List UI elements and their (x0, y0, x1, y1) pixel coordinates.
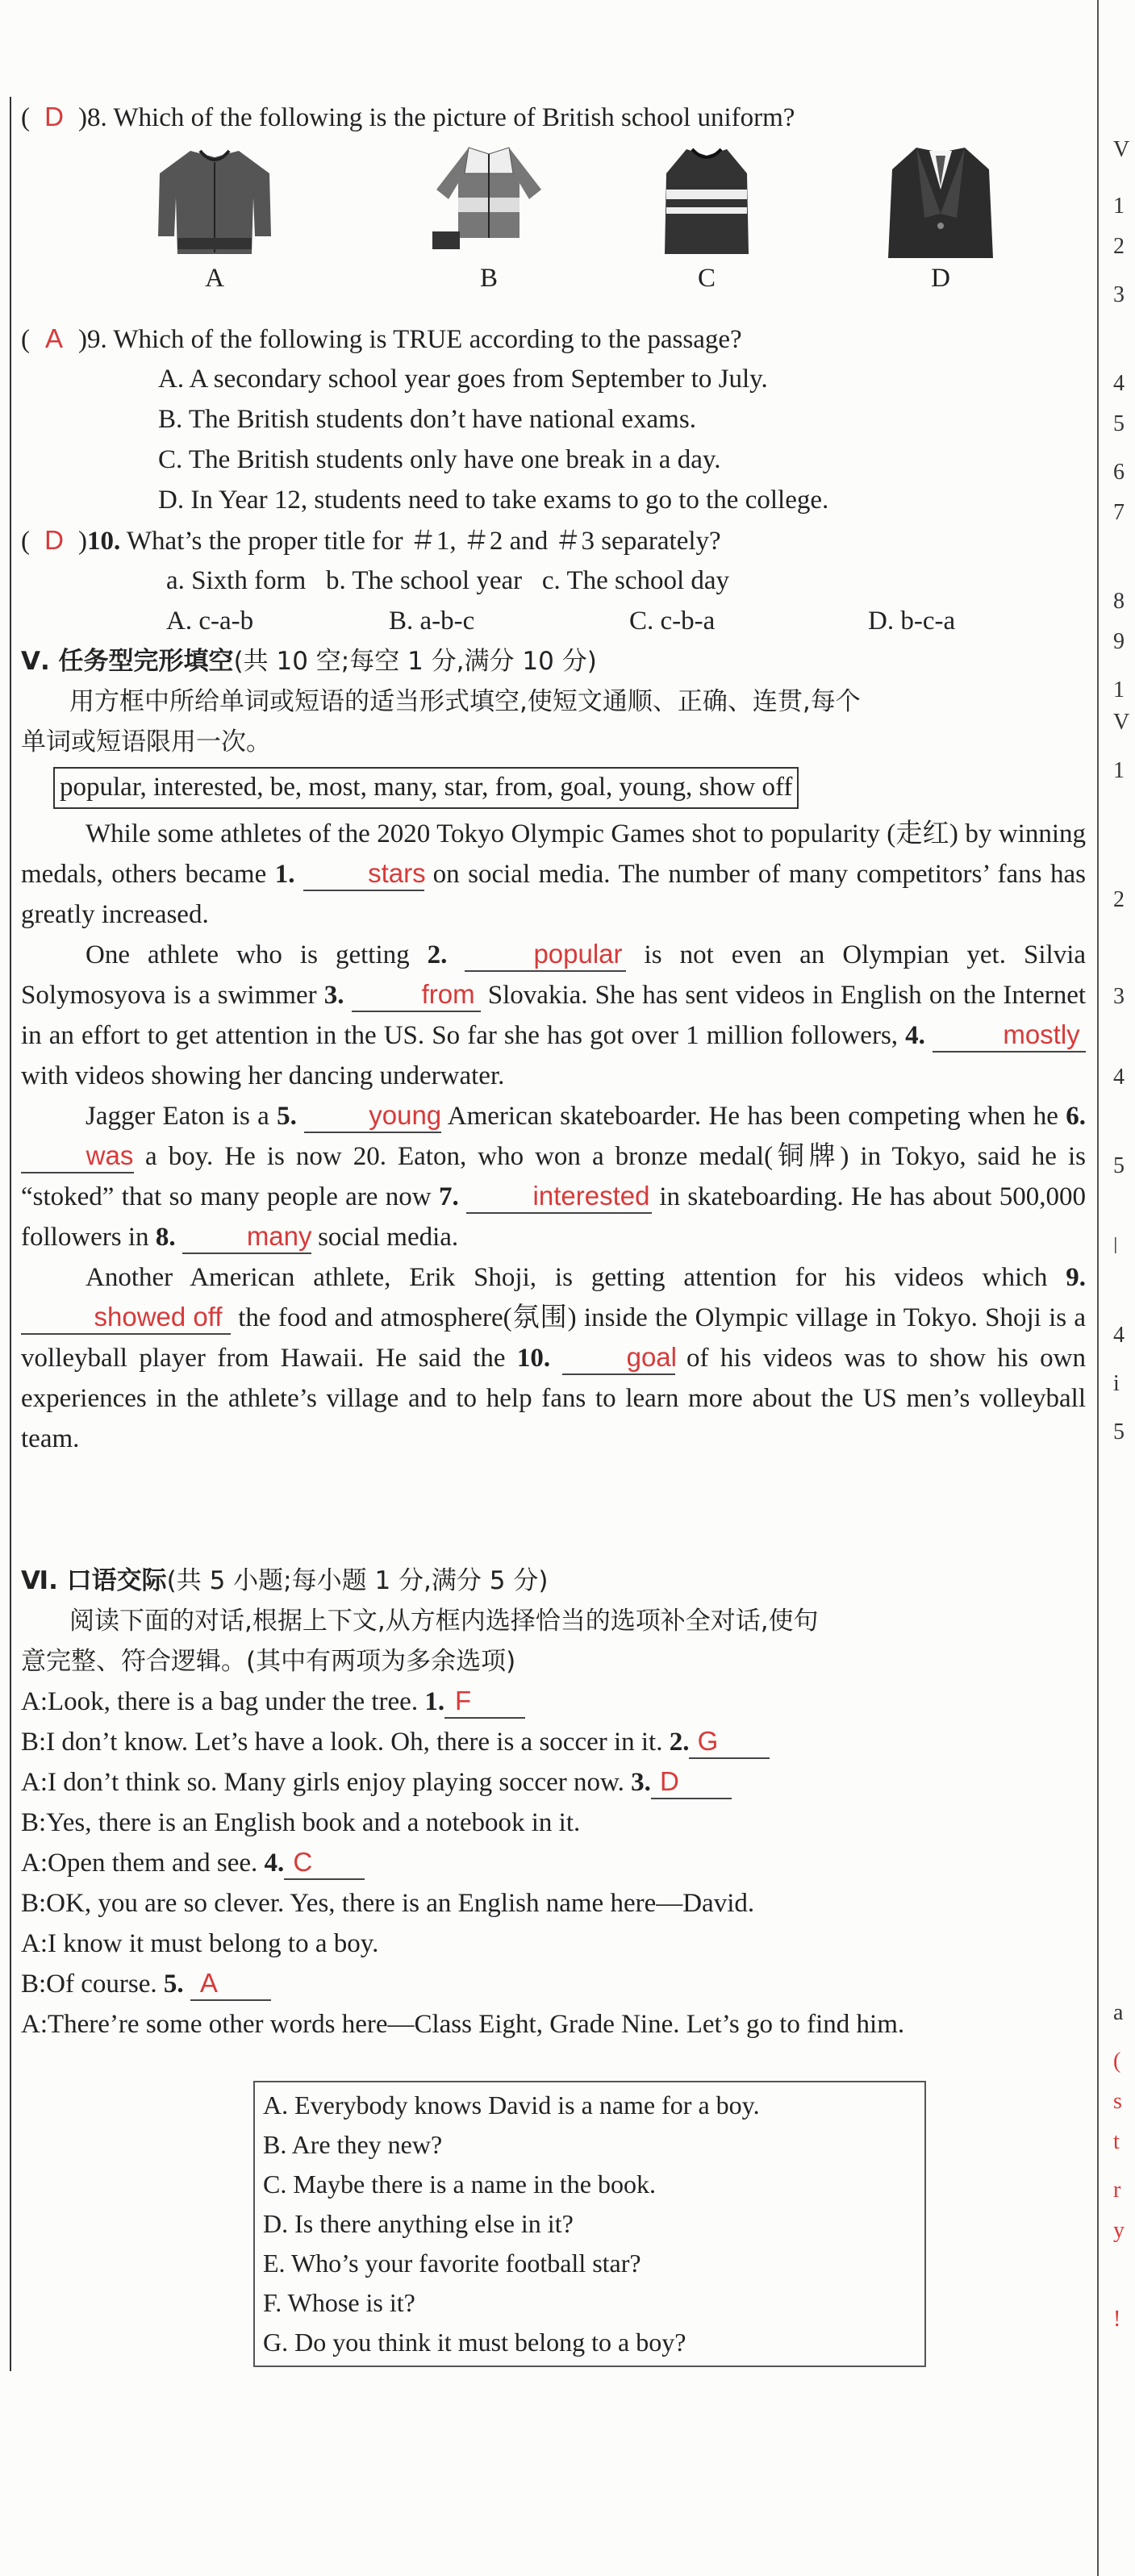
right-margin-mark: 6 (1113, 460, 1125, 485)
p1-text-b: on social media. The number of many competitors’ fans has greatly increased. (21, 860, 1086, 929)
p2-text-b: is not even an Olympian yet. Silvia Solymosyova is a swimmer (21, 940, 1087, 1010)
right-margin-mark: t (1113, 2129, 1120, 2154)
blank-8-number: 8. (155, 1223, 176, 1252)
p4-text-a: Another American athlete, Erik Shoji, is getting attention for his videos which (86, 1263, 1066, 1292)
picture-a (134, 141, 295, 302)
q10-option-b: B. a-b-c (389, 606, 475, 636)
right-margin-mark: ( (1113, 2049, 1121, 2074)
blank-3: from (352, 978, 481, 1012)
section-6-heading (21, 1561, 1086, 1601)
dialogue-8-text: B:Of course. (21, 1970, 164, 1999)
q10-option-a: A. c-a-b (166, 606, 254, 636)
dialogue-blank-2: G (689, 1725, 770, 1759)
dialogue-2-text: B:I don’t know. Let’s have a look. Oh, there is a soccer in it. (21, 1728, 670, 1757)
right-margin-mark: 4 (1113, 1065, 1125, 1090)
q10-title-b: b. The school year (325, 566, 523, 595)
blank-2: popular (465, 938, 626, 972)
dialogue-line-1 (21, 1682, 1086, 1722)
blank-10-number: 10. (516, 1344, 551, 1373)
blank-5: young (304, 1099, 441, 1133)
picture-label-a: A (205, 264, 224, 293)
question-8-number: 8. (87, 103, 107, 132)
dialogue-line-7: A:I know it must belong to a boy. (21, 1929, 379, 1958)
right-margin-mark: 7 (1113, 500, 1125, 525)
right-margin-mark: V (1113, 710, 1130, 735)
p3-text-b: American skateboarder. He has been competing when he (441, 1102, 1066, 1131)
left-margin-rule (10, 97, 11, 2371)
dialogue-blank-3: D (651, 1765, 732, 1799)
right-margin-mark: i (1113, 1371, 1120, 1396)
dialogue-blank-5: A (190, 1967, 271, 2001)
blank-10: goal (562, 1341, 675, 1375)
picture-d (860, 141, 1021, 302)
right-margin-mark: a (1113, 2000, 1124, 2025)
section-5-instruction-2: 单词或短语限用一次。 (21, 727, 271, 757)
dialogue-option-c: C. Maybe there is a name in the book. (263, 2170, 656, 2199)
section-5-instruction-1: 用方框中所给单词或短语的适当形式填空,使短文通顺、正确、连贯,每个 (69, 687, 861, 716)
question-10-text: What’s the proper title for ＃1, ＃2 and ＃3 separately? (126, 527, 721, 556)
picture-label-b: B (479, 264, 498, 293)
answer-8: D (44, 102, 64, 131)
q10-option-c: C. c-b-a (629, 606, 716, 636)
dialogue-line-8 (21, 1964, 1086, 2004)
dialogue-blank-5-number: 5. (163, 1970, 184, 1999)
right-margin-mark: 5 (1113, 1153, 1125, 1178)
p2-text-c: Slovakia. She has sent videos in English on the Internet in an effort to get attention in the US. So far she has got over 1 million followers, (21, 981, 1087, 1050)
blank-4: mostly (933, 1019, 1086, 1052)
p2-text-d: with videos showing her dancing underwater. (21, 1061, 505, 1090)
dialogue-option-f: F. Whose is it? (263, 2288, 415, 2317)
dialogue-line-3 (21, 1762, 1086, 1803)
dialogue-blank-1: F (444, 1685, 525, 1719)
q10-option-d: D. b-c-a (868, 606, 956, 636)
p3-text-d: in skateboarding. He has about 500,000 followers in (21, 1182, 1087, 1252)
right-margin-mark: 5 (1113, 411, 1125, 436)
blank-7: interested (466, 1180, 652, 1214)
blank-6: was (21, 1140, 134, 1173)
blank-4-number: 4. (905, 1021, 925, 1050)
dialogue-options-box (253, 2081, 926, 2367)
dialogue-blank-1-number: 1. (424, 1687, 445, 1716)
right-margin-mark: y (1113, 2218, 1125, 2243)
p2-text-a: One athlete who is getting (86, 940, 428, 969)
question-10: ( D )10. What’s the proper title for ＃1, ＃2 and ＃3 separately? a. Sixth form b. The school year c. The school day A. c-a-b B. a-b-c C. c-b-a D. b-c-a (21, 520, 1086, 641)
section-5-score: (共 10 空;每空 1 分,满分 10 分) (233, 647, 597, 676)
question-8: ( D )8. Which of the following is the picture of British school uniform? (21, 97, 795, 137)
section-6-instruction-2: 意完整、符合逻辑。(其中有两项为多余选项) (21, 1647, 516, 1676)
blank-8: many (182, 1220, 311, 1254)
p4-text-b: the food and atmosphere(氛围) inside the Olympic village in Tokyo. Shoji is a volleyball player from Hawaii. He said the (21, 1303, 1086, 1373)
q9-option-c: C. The British students only have one break in a day. (158, 445, 721, 474)
dialogue-blank-2-number: 2. (669, 1728, 690, 1757)
section-6-title: Ⅵ. 口语交际 (21, 1566, 167, 1595)
p4-text-c: of his videos was to show his own experiences in the athlete’s village and to help fans to learn more about the US men’s volleyball team. (21, 1344, 1087, 1453)
striped-sweater-icon (642, 141, 771, 262)
question-9-number: 9. (87, 325, 107, 354)
question-9: ( A )9. Which of the following is TRUE according to the passage? A. A secondary school year goes from September to July. B. The British students don’t have national exams. C. The British students only have one break in a day. D. In Year 12, students need to take exams to go to the college. (21, 319, 1086, 520)
word-box: popular, interested, be, most, many, star, from, goal, young, show off (53, 767, 799, 809)
blank-2-number: 2. (427, 940, 448, 969)
right-margin-mark: ! (1113, 2307, 1121, 2332)
question-9-text: Which of the following is TRUE according to the passage? (113, 325, 742, 354)
dialogue-option-e: E. Who’s your favorite football star? (263, 2249, 641, 2278)
sports-jacket-icon (424, 141, 553, 262)
dialogue-option-g: G. Do you think it must belong to a boy? (263, 2328, 686, 2357)
blank-1-number: 1. (274, 860, 295, 889)
blank-7-number: 7. (438, 1182, 459, 1211)
blank-3-number: 3. (323, 981, 344, 1010)
blank-5-number: 5. (277, 1102, 297, 1131)
p3-text-e: social media. (311, 1223, 459, 1252)
answer-10: D (44, 525, 64, 555)
question-10-number: 10. (87, 527, 121, 556)
right-margin-mark: 4 (1113, 1323, 1125, 1348)
dialogue-line-4: B:Yes, there is an English book and a notebook in it. (21, 1808, 581, 1837)
dialogue-blank-4: C (284, 1846, 365, 1880)
answer-9: A (44, 323, 63, 353)
q10-titles (21, 561, 1086, 601)
passage-paragraph-2 (21, 935, 1086, 1096)
p1-text-a: While some athletes of the 2020 Tokyo Olympic Games shot to popularity (走红) by winning medals, others became (21, 819, 1086, 889)
right-margin-mark: 1 (1113, 194, 1125, 219)
q9-option-d: D. In Year 12, students need to take exams to go to the college. (158, 486, 829, 515)
right-margin-mark: ǀ (1113, 1234, 1118, 1259)
section-5-title: Ⅴ. 任务型完形填空 (21, 647, 234, 676)
right-margin-mark: 8 (1113, 589, 1125, 614)
q10-title-a: a. Sixth form (166, 566, 307, 595)
dialogue-line-9: A:There’re some other words here—Class Eight, Grade Nine. Let’s go to find him. (21, 2010, 905, 2039)
picture-c (626, 141, 787, 302)
jacket-icon (150, 141, 279, 262)
blank-9: showed off (21, 1301, 231, 1335)
right-margin-mark: s (1113, 2089, 1122, 2114)
section-5-heading (21, 641, 1086, 682)
right-margin-mark: 1 (1113, 758, 1125, 783)
p3-text-c: a boy. He is now 20. Eaton, who won a bronze medal(铜牌) in Tokyo, said he is “stoked” that so many people are now (21, 1142, 1086, 1211)
p3-text-a: Jagger Eaton is a (86, 1102, 277, 1131)
right-margin-mark: 4 (1113, 371, 1125, 396)
dialogue-blank-4-number: 4. (264, 1849, 285, 1878)
passage-paragraph-3 (21, 1096, 1086, 1257)
dialogue-1-text: A:Look, there is a bag under the tree. (21, 1687, 425, 1716)
right-margin-mark: 3 (1113, 282, 1125, 307)
blank-6-number: 6. (1066, 1102, 1086, 1131)
dialogue-line-6: B:OK, you are so clever. Yes, there is an English name here—David. (21, 1889, 755, 1918)
right-margin-mark: V (1113, 137, 1130, 162)
section-5 (21, 641, 1086, 1459)
section-6-score: (共 5 小题;每小题 1 分,满分 5 分) (166, 1566, 549, 1595)
right-margin-mark: 5 (1113, 1419, 1125, 1444)
q10-title-c: c. The school day (541, 566, 730, 595)
q10-options (21, 601, 1086, 641)
blazer-icon (876, 141, 1005, 262)
blank-9-number: 9. (1066, 1263, 1086, 1292)
right-margin-mark: r (1113, 2178, 1121, 2203)
question-8-text: Which of the following is the picture of British school uniform? (113, 103, 795, 132)
uniform-pictures (21, 141, 1086, 302)
q9-option-a: A. A secondary school year goes from September to July. (158, 365, 768, 394)
q9-option-b: B. The British students don’t have national exams. (158, 405, 696, 434)
right-margin-mark: 9 (1113, 629, 1125, 654)
right-margin-mark: 3 (1113, 984, 1125, 1009)
picture-label-c: C (697, 264, 716, 293)
dialogue-option-a: A. Everybody knows David is a name for a boy. (263, 2090, 760, 2120)
right-margin-mark: 2 (1113, 234, 1125, 259)
right-column-rule (1097, 0, 1099, 2576)
passage-paragraph-4 (21, 1257, 1086, 1459)
right-margin-mark: 1 (1113, 677, 1125, 702)
right-margin-mark: 2 (1113, 887, 1125, 912)
dialogue-option-d: D. Is there anything else in it? (263, 2209, 574, 2238)
section-6-instruction-1: 阅读下面的对话,根据上下文,从方框内选择恰当的选项补全对话,使句 (69, 1607, 819, 1636)
dialogue-5-text: A:Open them and see. (21, 1849, 265, 1878)
picture-label-d: D (931, 264, 950, 293)
dialogue-line-5 (21, 1843, 1086, 1883)
picture-b (408, 141, 570, 302)
passage-paragraph-1 (21, 814, 1086, 935)
section-6 (21, 1561, 1086, 2045)
dialogue-option-b: B. Are they new? (263, 2130, 443, 2159)
dialogue-3-text: A:I don’t think so. Many girls enjoy playing soccer now. (21, 1768, 632, 1797)
dialogue-line-2 (21, 1722, 1086, 1762)
blank-1: stars (303, 857, 424, 891)
dialogue-blank-3-number: 3. (631, 1768, 651, 1797)
